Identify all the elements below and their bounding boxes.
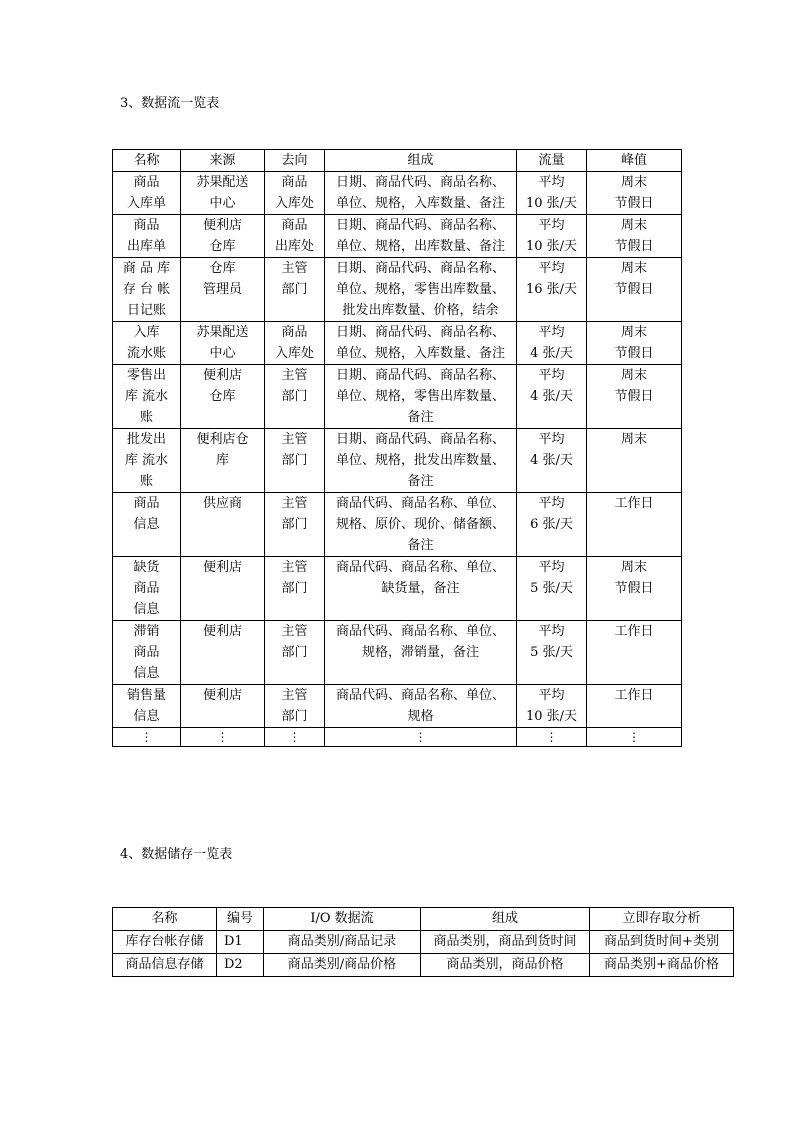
cell-name-line: 信息 [133, 709, 160, 724]
header-id: 编号 [217, 908, 264, 931]
cell-composition-line: 缺货量，备注 [381, 581, 460, 596]
cell-name-line: 账 [139, 410, 153, 425]
cell-name-line: 批发出 [126, 432, 166, 447]
cell-composition [325, 685, 517, 728]
cell-composition-line: 批发出库数量、价格，结余 [342, 303, 499, 318]
cell-name [113, 493, 181, 557]
cell-source-line: 便利店仓 [196, 432, 249, 447]
cell-peak-line: 周末 [620, 368, 647, 383]
cell-name-line: 日记账 [126, 303, 166, 318]
cell-destination [265, 365, 325, 429]
cell-destination-line: 入库处 [274, 196, 314, 211]
cell-peak-line: 周末 [620, 218, 647, 233]
cell-name-line: 信息 [133, 517, 160, 532]
ellipsis-cell: ⋮ [113, 728, 181, 747]
cell-flow-line: 平均 [538, 261, 565, 276]
cell-name-line: 账 [139, 474, 153, 489]
cell-destination [265, 429, 325, 493]
ellipsis-cell: ⋮ [265, 728, 325, 747]
cell-name [113, 172, 181, 215]
table-row [113, 685, 682, 728]
cell-source-line: 中心 [209, 346, 236, 361]
cell-composition [325, 493, 517, 557]
header-composition: 组成 [421, 908, 590, 931]
cell-name: 商品信息存储 [113, 954, 217, 977]
cell-name-line: 流水账 [126, 346, 166, 361]
cell-flow [517, 557, 587, 621]
cell-peak-line: 节假日 [614, 239, 654, 254]
table-row [113, 429, 682, 493]
cell-name-line: 入库单 [126, 196, 166, 211]
cell-name-line: 销售量 [126, 688, 166, 703]
cell-composition [325, 322, 517, 365]
cell-source-line: 便利店 [202, 368, 242, 383]
cell-flow-line: 平均 [538, 175, 565, 190]
cell-name [113, 429, 181, 493]
table-row [113, 365, 682, 429]
table-row [113, 215, 682, 258]
data-storage-table [112, 907, 734, 977]
cell-composition-line: 商品代码、商品名称、单位、 [335, 624, 505, 639]
header-composition: 组成 [325, 150, 517, 172]
cell-flow-line: 4 张/天 [530, 346, 573, 361]
cell-flow [517, 172, 587, 215]
cell-source [181, 621, 265, 685]
cell-io-flow: 商品类别/商品记录 [264, 931, 421, 954]
cell-destination-line: 主管 [281, 368, 308, 383]
header-name: 名称 [113, 150, 181, 172]
ellipsis-cell: ⋮ [325, 728, 517, 747]
section-title-data-flow: 3、数据流一览表 [120, 96, 220, 111]
cell-name-line: 滞销 [133, 624, 160, 639]
table-row [113, 557, 682, 621]
cell-peak-line: 周末 [620, 325, 647, 340]
cell-source-line: 供应商 [202, 496, 242, 511]
header-flow: 流量 [517, 150, 587, 172]
cell-name-line: 商 品 库 [122, 261, 171, 276]
cell-id: D2 [217, 954, 264, 977]
cell-destination [265, 258, 325, 322]
cell-destination [265, 215, 325, 258]
cell-peak [587, 429, 682, 493]
cell-composition [325, 429, 517, 493]
cell-peak [587, 365, 682, 429]
cell-composition-line: 日期、商品代码、商品名称、 [335, 218, 505, 233]
cell-peak [587, 621, 682, 685]
cell-composition [325, 621, 517, 685]
cell-name-line: 信息 [133, 666, 160, 681]
cell-name-line: 信息 [133, 602, 160, 617]
cell-destination-line: 主管 [281, 432, 308, 447]
cell-source-line: 库 [215, 453, 229, 468]
cell-composition-line: 备注 [407, 410, 434, 425]
cell-destination-line: 部门 [281, 282, 308, 297]
cell-flow-line: 平均 [538, 325, 565, 340]
cell-flow-line: 5 张/天 [530, 581, 573, 596]
cell-source [181, 172, 265, 215]
cell-flow-line: 10 张/天 [525, 239, 578, 254]
section-title-data-storage: 4、数据储存一览表 [120, 847, 233, 862]
cell-flow-line: 5 张/天 [530, 645, 573, 660]
cell-name-line: 存 台 帐 [122, 282, 171, 297]
cell-io-flow: 商品类别/商品价格 [264, 954, 421, 977]
cell-destination [265, 322, 325, 365]
cell-destination-line: 商品 [281, 175, 308, 190]
cell-flow [517, 621, 587, 685]
cell-composition-line: 单位、规格，零售出库数量、 [335, 282, 505, 297]
cell-source-line: 便利店 [202, 624, 242, 639]
cell-destination-line: 部门 [281, 389, 308, 404]
cell-name [113, 621, 181, 685]
cell-peak-line: 节假日 [614, 196, 654, 211]
cell-flow-line: 4 张/天 [530, 389, 573, 404]
cell-peak-line: 周末 [620, 560, 647, 575]
cell-name-line: 零售出 [126, 368, 166, 383]
cell-flow-line: 平均 [538, 624, 565, 639]
table-header-row [113, 908, 734, 931]
header-name: 名称 [113, 908, 217, 931]
cell-peak [587, 685, 682, 728]
cell-composition-line: 单位、规格，批发出库数量、 [335, 453, 505, 468]
cell-peak [587, 322, 682, 365]
cell-composition [325, 215, 517, 258]
cell-composition-line: 商品代码、商品名称、单位、 [335, 496, 505, 511]
cell-source [181, 557, 265, 621]
cell-name: 库存台帐存储 [113, 931, 217, 954]
ellipsis-cell: ⋮ [181, 728, 265, 747]
cell-destination [265, 557, 325, 621]
cell-peak-line: 工作日 [614, 624, 654, 639]
cell-name-line: 库 流水 [124, 453, 169, 468]
cell-composition-line: 单位、规格，出库数量、备注 [335, 239, 505, 254]
cell-destination-line: 主管 [281, 496, 308, 511]
cell-name-line: 商品 [133, 581, 160, 596]
cell-destination-line: 部门 [281, 581, 308, 596]
cell-source [181, 685, 265, 728]
cell-source-line: 仓库 [209, 239, 236, 254]
cell-name [113, 322, 181, 365]
cell-flow-line: 平均 [538, 496, 565, 511]
cell-destination-line: 出库处 [274, 239, 314, 254]
cell-destination-line: 入库处 [274, 346, 314, 361]
ellipsis-row [113, 728, 682, 747]
cell-name-line: 入库 [133, 325, 160, 340]
cell-name-line: 缺货 [133, 560, 160, 575]
cell-name-line: 商品 [133, 175, 160, 190]
cell-composition-line: 备注 [407, 538, 434, 553]
cell-composition: 商品类别，商品价格 [421, 954, 590, 977]
cell-destination [265, 493, 325, 557]
cell-peak-line: 周末 [620, 261, 647, 276]
table-row [113, 258, 682, 322]
cell-composition-line: 日期、商品代码、商品名称、 [335, 325, 505, 340]
cell-destination-line: 部门 [281, 709, 308, 724]
header-io-flow: I/O 数据流 [264, 908, 421, 931]
cell-composition-line: 规格，滞销量，备注 [361, 645, 479, 660]
cell-flow-line: 平均 [538, 218, 565, 233]
header-destination: 去向 [265, 150, 325, 172]
table-row [113, 493, 682, 557]
cell-destination-line: 部门 [281, 645, 308, 660]
cell-peak-line: 周末 [620, 432, 647, 447]
table-row [113, 621, 682, 685]
cell-composition [325, 172, 517, 215]
cell-name [113, 215, 181, 258]
cell-source-line: 仓库 [209, 261, 236, 276]
cell-source-line: 管理员 [202, 282, 242, 297]
cell-source-line: 仓库 [209, 389, 236, 404]
cell-name-line: 出库单 [126, 239, 166, 254]
cell-access-analysis: 商品到货时间+类别 [590, 931, 734, 954]
cell-flow-line: 平均 [538, 432, 565, 447]
cell-source [181, 322, 265, 365]
cell-flow [517, 258, 587, 322]
cell-flow-line: 16 张/天 [525, 282, 578, 297]
cell-access-analysis: 商品类别+商品价格 [590, 954, 734, 977]
cell-source-line: 中心 [209, 196, 236, 211]
cell-flow-line: 平均 [538, 688, 565, 703]
cell-composition-line: 商品代码、商品名称、单位、 [335, 688, 505, 703]
cell-destination-line: 商品 [281, 325, 308, 340]
cell-flow-line: 平均 [538, 560, 565, 575]
cell-destination-line: 部门 [281, 453, 308, 468]
cell-composition-line: 备注 [407, 474, 434, 489]
header-access-analysis: 立即存取分析 [590, 908, 734, 931]
cell-source-line: 便利店 [202, 218, 242, 233]
cell-flow-line: 10 张/天 [525, 709, 578, 724]
cell-peak-line: 节假日 [614, 282, 654, 297]
data-flow-table [112, 149, 682, 747]
cell-flow [517, 322, 587, 365]
cell-name [113, 685, 181, 728]
cell-destination-line: 主管 [281, 624, 308, 639]
cell-destination-line: 部门 [281, 517, 308, 532]
cell-name-line: 库 流水 [124, 389, 169, 404]
cell-name-line: 商品 [133, 218, 160, 233]
cell-composition [325, 258, 517, 322]
table-row [113, 954, 734, 977]
table-row [113, 931, 734, 954]
cell-flow-line: 10 张/天 [525, 196, 578, 211]
cell-name-line: 商品 [133, 645, 160, 660]
cell-destination-line: 主管 [281, 688, 308, 703]
cell-peak [587, 493, 682, 557]
cell-composition-line: 日期、商品代码、商品名称、 [335, 368, 505, 383]
cell-flow-line: 平均 [538, 368, 565, 383]
cell-composition-line: 单位、规格，零售出库数量、 [335, 389, 505, 404]
cell-source-line: 苏果配送 [196, 325, 249, 340]
cell-name [113, 557, 181, 621]
cell-flow-line: 4 张/天 [530, 453, 573, 468]
cell-composition-line: 商品代码、商品名称、单位、 [335, 560, 505, 575]
cell-peak [587, 258, 682, 322]
cell-composition-line: 单位、规格，入库数量、备注 [335, 346, 505, 361]
cell-id: D1 [217, 931, 264, 954]
cell-peak-line: 节假日 [614, 389, 654, 404]
cell-composition: 商品类别，商品到货时间 [421, 931, 590, 954]
cell-flow-line: 6 张/天 [530, 517, 573, 532]
cell-peak [587, 557, 682, 621]
cell-composition [325, 557, 517, 621]
cell-source-line: 便利店 [202, 688, 242, 703]
cell-destination [265, 172, 325, 215]
cell-peak-line: 节假日 [614, 581, 654, 596]
cell-composition [325, 365, 517, 429]
cell-composition-line: 规格、原价、现价、储备额、 [335, 517, 505, 532]
cell-flow [517, 685, 587, 728]
table-row [113, 172, 682, 215]
cell-peak [587, 172, 682, 215]
table-header-row [113, 150, 682, 172]
cell-destination-line: 主管 [281, 261, 308, 276]
table-row [113, 322, 682, 365]
cell-peak-line: 节假日 [614, 346, 654, 361]
cell-composition-line: 日期、商品代码、商品名称、 [335, 432, 505, 447]
cell-flow [517, 493, 587, 557]
cell-peak [587, 215, 682, 258]
cell-destination [265, 621, 325, 685]
ellipsis-cell: ⋮ [517, 728, 587, 747]
cell-flow [517, 365, 587, 429]
cell-composition-line: 单位、规格，入库数量、备注 [335, 196, 505, 211]
cell-name [113, 258, 181, 322]
header-peak: 峰值 [587, 150, 682, 172]
cell-source [181, 215, 265, 258]
cell-source [181, 429, 265, 493]
header-source: 来源 [181, 150, 265, 172]
cell-source [181, 493, 265, 557]
cell-peak-line: 工作日 [614, 688, 654, 703]
cell-source [181, 365, 265, 429]
cell-source-line: 苏果配送 [196, 175, 249, 190]
ellipsis-cell: ⋮ [587, 728, 682, 747]
cell-composition-line: 日期、商品代码、商品名称、 [335, 175, 505, 190]
cell-flow [517, 429, 587, 493]
cell-destination [265, 685, 325, 728]
cell-source [181, 258, 265, 322]
cell-name-line: 商品 [133, 496, 160, 511]
cell-flow [517, 215, 587, 258]
cell-peak-line: 工作日 [614, 496, 654, 511]
cell-peak-line: 周末 [620, 175, 647, 190]
cell-composition-line: 规格 [407, 709, 434, 724]
cell-destination-line: 商品 [281, 218, 308, 233]
cell-composition-line: 日期、商品代码、商品名称、 [335, 261, 505, 276]
cell-name [113, 365, 181, 429]
cell-source-line: 便利店 [202, 560, 242, 575]
cell-destination-line: 主管 [281, 560, 308, 575]
